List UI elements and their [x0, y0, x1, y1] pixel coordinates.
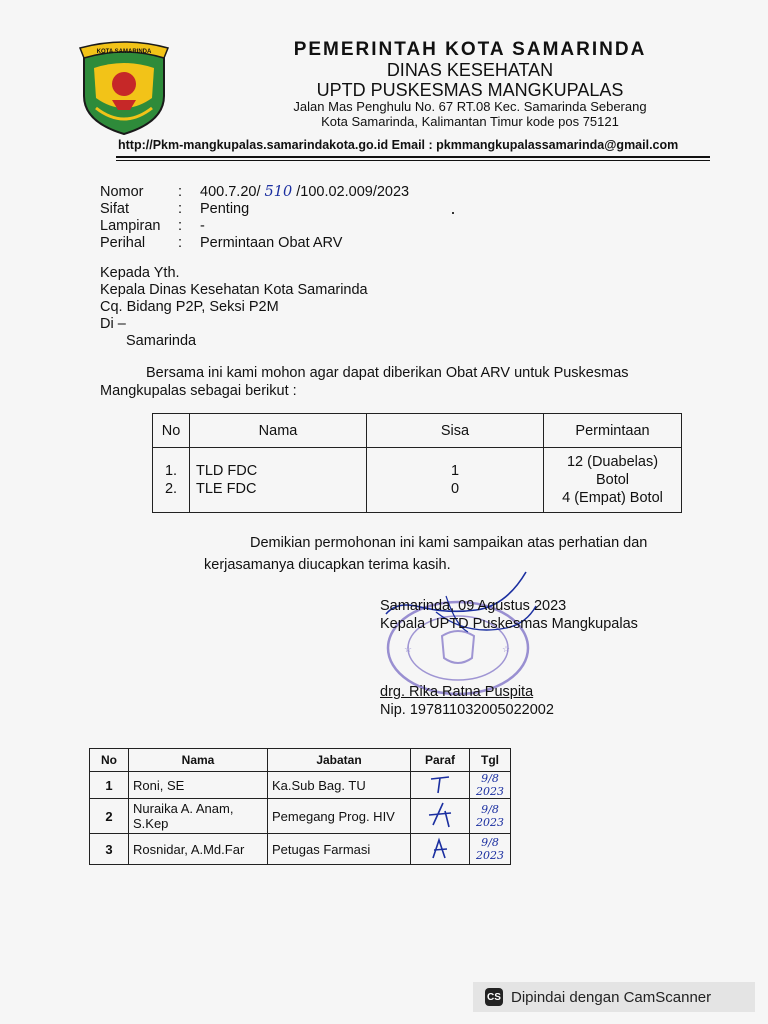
letterhead-unit: UPTD PUSKESMAS MANGKUPALAS [316, 79, 624, 100]
recipient-line-3: Cq. Bidang P2P, Seksi P2M [100, 299, 279, 315]
header-nama: Nama [190, 414, 367, 448]
closing-line-2: kerjasamanya diucapkan terima kasih. [204, 557, 451, 573]
request-table-body [153, 448, 682, 513]
letterhead-address-1: Jalan Mas Penghulu No. 67 RT.08 Kec. Samarinda Seberang [293, 99, 647, 115]
nomor-prefix: 400.7.20/ [200, 184, 261, 200]
request-table-header [153, 414, 682, 448]
table-row-permintaan: 12 (Duabelas) Botol [566, 454, 659, 488]
paraf-row-nama: Roni, SE [129, 772, 268, 799]
letterhead [190, 40, 750, 129]
paraf-table-header [90, 749, 511, 772]
header-no: No [153, 414, 190, 448]
perihal-colon: : [178, 235, 183, 251]
paraf-initial-mark [411, 834, 470, 865]
perihal-label: Perihal [100, 235, 146, 251]
paraf-header-no: No [90, 749, 129, 772]
paraf-header-nama: Nama [129, 749, 268, 772]
letterhead-department: DINAS KESEHATAN [386, 59, 554, 80]
signature-name: drg. Rika Ratna Puspita [380, 684, 534, 700]
nomor-label: Nomor [100, 184, 144, 200]
lampiran-value: - [200, 218, 205, 234]
paraf-header-jabatan: Jabatan [268, 749, 411, 772]
letterhead-address-2: Kota Samarinda, Kalimantan Timur kode pos 75121 [321, 113, 619, 129]
table-row [90, 799, 511, 834]
lampiran-colon: : [178, 218, 183, 234]
paraf-row-tgl: 9/8 2023 [470, 772, 511, 799]
camscanner-watermark [473, 982, 755, 1012]
letterhead-government: PEMERINTAH KOTA SAMARINDA [293, 39, 647, 60]
camscanner-text: Dipindai dengan CamScanner [511, 988, 712, 1006]
nomor-handwritten: 510 [264, 184, 293, 200]
table-row [90, 834, 511, 865]
closing-line-1: Demikian permohonan ini kami sampaikan atas perhatian dan [250, 535, 648, 551]
request-table [152, 413, 682, 513]
body-paragraph-line-1: Bersama ini kami mohon agar dapat diberikan Obat ARV untuk Puskesmas [146, 365, 629, 381]
svg-text:☆: ☆ [502, 644, 511, 654]
svg-text:☆: ☆ [404, 644, 413, 654]
nomor-suffix: /100.02.009/2023 [296, 184, 410, 200]
cell-no [153, 448, 190, 513]
letterhead-divider-thick [116, 156, 710, 158]
signature-title: Kepala UPTD Puskesmas Mangkupalas [380, 616, 638, 632]
lampiran-label: Lampiran [100, 218, 161, 234]
stray-dot [452, 212, 454, 214]
paraf-table [89, 748, 511, 865]
cell-sisa [367, 448, 544, 513]
header-permintaan: Permintaan [544, 414, 682, 448]
paraf-row-tgl: 9/8 2023 [470, 834, 511, 865]
body-paragraph-line-2: Mangkupalas sebagai berikut : [100, 383, 297, 399]
paraf-row-jabatan: Petugas Farmasi [268, 834, 411, 865]
paraf-initial-mark [411, 799, 470, 834]
sifat-colon: : [178, 201, 183, 217]
signature-block [380, 597, 638, 719]
paraf-initial-mark [411, 772, 470, 799]
paraf-row-no: 3 [90, 834, 129, 865]
recipient-block [100, 265, 368, 350]
table-row [90, 772, 511, 799]
paraf-row-jabatan: Pemegang Prog. HIV [268, 799, 411, 834]
city-emblem-logo [74, 38, 174, 136]
table-row-nama: TLD FDC [196, 463, 258, 479]
svg-text:KOTA SAMARINDA: KOTA SAMARINDA [96, 49, 152, 55]
table-row-sisa: 0 [450, 481, 460, 497]
table-row-permintaan: 4 (Empat) Botol [562, 490, 663, 506]
table-row-nama: TLE FDC [196, 481, 257, 497]
paraf-row-tgl: 9/8 2023 [470, 799, 511, 834]
nomor-colon: : [178, 184, 183, 200]
recipient-line-5: Samarinda [126, 333, 197, 349]
paraf-row-jabatan: Ka.Sub Bag. TU [268, 772, 411, 799]
paraf-row-no: 1 [90, 772, 129, 799]
sifat-label: Sifat [100, 201, 130, 217]
cell-nama [190, 448, 367, 513]
paraf-header-tgl: Tgl [470, 749, 511, 772]
recipient-line-1: Kepada Yth. [100, 265, 180, 281]
letterhead-contact: http://Pkm-mangkupalas.samarindakota.go.id Email : pkmmangkupalassamarinda@gmail.com [118, 138, 679, 152]
signature-place-date: Samarinda, 09 Agustus 2023 [380, 598, 567, 614]
sifat-value: Penting [200, 201, 250, 217]
table-row-no: 2. [164, 481, 178, 497]
perihal-value: Permintaan Obat ARV [200, 235, 343, 251]
nomor-value [200, 184, 409, 201]
letter-meta [100, 184, 409, 252]
cell-permintaan [544, 448, 682, 513]
paraf-row-no: 2 [90, 799, 129, 834]
recipient-line-4: Di – [100, 316, 126, 332]
body-paragraph [100, 364, 686, 400]
signature-nip: Nip. 197811032005022002 [380, 702, 554, 718]
paraf-row-nama: Rosnidar, A.Md.Far [129, 834, 268, 865]
paraf-row-nama: Nuraika A. Anam, S.Kep [129, 799, 268, 834]
header-sisa: Sisa [367, 414, 544, 448]
table-row-no: 1. [164, 463, 178, 479]
letterhead-divider-thin [116, 160, 710, 161]
paraf-header-paraf: Paraf [411, 749, 470, 772]
recipient-line-2: Kepala Dinas Kesehatan Kota Samarinda [100, 282, 368, 298]
table-row-sisa: 1 [450, 463, 460, 479]
camscanner-icon: CS [485, 988, 503, 1006]
